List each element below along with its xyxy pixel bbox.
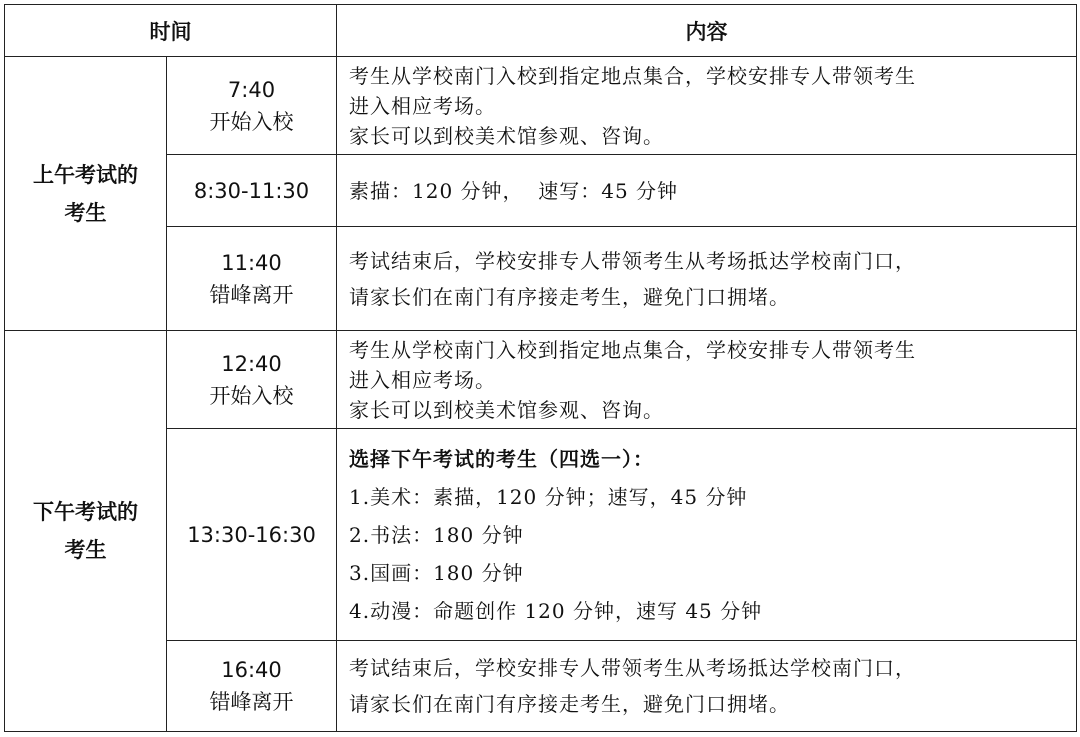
time-value: 7:40 (227, 77, 276, 102)
content-cell (337, 331, 1077, 429)
time-value: 11:40 (221, 250, 282, 275)
content-cell (337, 429, 1077, 641)
time-value: 12:40 (221, 351, 282, 376)
content-line: 素描：120 分钟， 速写：45 分钟 (349, 178, 679, 203)
content-line: 家长可以到校美术馆参观、咨询。 (349, 397, 664, 422)
content-line: 考试结束后，学校安排专人带领考生从考场抵达学校南门口， (349, 248, 916, 273)
content-heading: 选择下午考试的考生（四选一）： (349, 446, 654, 471)
table-row (5, 57, 1077, 155)
session-name-line2: 考生 (64, 538, 107, 562)
content-cell (337, 155, 1077, 227)
table-row (5, 331, 1077, 429)
content-line: 2.书法：180 分钟 (349, 522, 524, 547)
content-line: 4.动漫：命题创作 120 分钟，速写 45 分钟 (349, 598, 763, 623)
content-line: 进入相应考场。 (349, 93, 496, 118)
time-cell (167, 641, 337, 732)
session-name-line1: 下午考试的 (33, 500, 138, 524)
header-content: 内容 (337, 5, 1077, 57)
content-line: 进入相应考场。 (349, 367, 496, 392)
content-cell (337, 227, 1077, 331)
time-cell (167, 155, 337, 227)
time-note: 错峰离开 (209, 282, 294, 307)
time-cell (167, 429, 337, 641)
session-label-afternoon (5, 331, 167, 732)
content-line: 考生从学校南门入校到指定地点集合，学校安排专人带领考生 (349, 337, 916, 362)
session-name-line1: 上午考试的 (33, 162, 138, 187)
time-cell (167, 227, 337, 331)
content-cell (337, 57, 1077, 155)
header-row (5, 5, 1077, 57)
content-cell (337, 641, 1077, 732)
header-time: 时间 (5, 5, 337, 57)
content-line: 1.美术：素描，120 分钟；速写，45 分钟 (349, 484, 748, 509)
schedule-table (4, 4, 1077, 732)
time-cell (167, 331, 337, 429)
content-line: 考试结束后，学校安排专人带领考生从考场抵达学校南门口， (349, 656, 916, 680)
content-line: 考生从学校南门入校到指定地点集合，学校安排专人带领考生 (349, 63, 916, 88)
content-line: 家长可以到校美术馆参观、咨询。 (349, 123, 664, 148)
session-label-morning (5, 57, 167, 331)
session-name-line2: 考生 (64, 200, 107, 225)
content-line: 请家长们在南门有序接走考生，避免门口拥堵。 (349, 692, 790, 716)
time-value: 13:30-16:30 (187, 522, 316, 547)
content-line: 请家长们在南门有序接走考生，避免门口拥堵。 (349, 284, 790, 309)
content-line: 3.国画：180 分钟 (349, 560, 524, 585)
time-note: 开始入校 (209, 383, 294, 408)
time-note: 错峰离开 (209, 690, 294, 714)
time-note: 开始入校 (209, 109, 294, 134)
time-cell (167, 57, 337, 155)
time-value: 16:40 (221, 658, 282, 682)
time-value: 8:30-11:30 (193, 178, 310, 203)
